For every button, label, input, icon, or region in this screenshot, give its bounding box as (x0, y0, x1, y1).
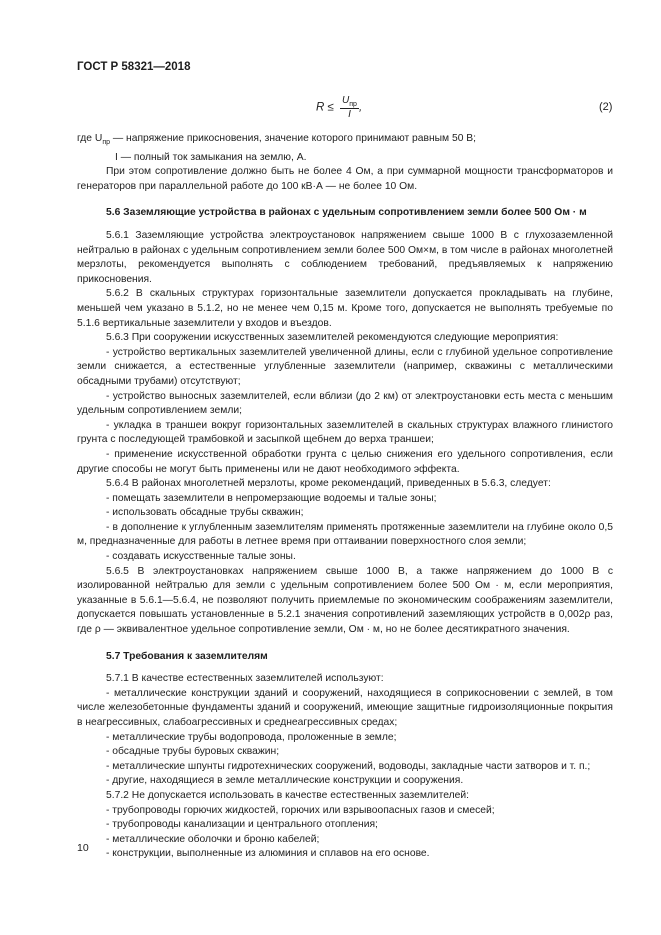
clause-5-6-2: 5.6.2 В скальных структурах горизонтальные заземлители допускается прокладывать на глубине, меньшей чем указано в 5.1.2, но не менее чем 0,15 м. Кроме того, допускается не выполнять требуемые по 5.1.6 вертикальные заземлители у входов и въездов. (77, 288, 613, 329)
where-line-1a: где U (77, 133, 103, 144)
clause-5-7-1: 5.7.1 В качестве естественных заземлителей используют: (106, 673, 384, 685)
clause-5-7-2: 5.7.2 Не допускается использовать в качестве естественных заземлителей: (106, 789, 470, 801)
formula-numerator (340, 95, 359, 109)
list-item: - трубопроводы горючих жидкостей, горючих или взрывоопасных газов и смесей; (106, 804, 495, 816)
formula-2 (316, 95, 362, 120)
clause-5-6-5: 5.6.5 В электроустановках напряжением свыше 1000 В, а также напряжением до 1000 В с изолированной нейтралью для земли с удельным сопротивлением более 500 Ом · м, если мероприятия, указанные в 5.6.1—5.6.4, не позволяют получить приемлемые по экономическим соображениям заземлители, допускается повышать установленные в 5.2.1 значения сопротивлений заземляющих устройств в 0,002ρ раз, где ρ — эквивалентное удельное сопротивление земли, Ом · м, но не более десятикратного значения. (77, 565, 613, 636)
equation-number: (2) (599, 101, 613, 113)
section-5-7-heading: 5.7 Требования к заземлителям (106, 650, 268, 662)
list-item: - помещать заземлители в непромерзающие водоемы и талые зоны; (106, 492, 437, 504)
where-line-1b: — напряжение прикосновения, значение которого принимают равным 50 В; (110, 133, 477, 144)
where-line-2: I — полный ток замыкания на землю, А. (115, 151, 307, 163)
formula-num-sub: пр (349, 101, 357, 108)
where-line-1-sub: пр (102, 139, 111, 147)
list-item: - металлические конструкции зданий и сооружений, находящиеся в соприкосновении с землей, в том числе железобетонные фундаменты зданий и сооружений, имеющие защитные гидроизоляционные покрытия в неагрессивных, слабоагрессивных и среднеагрессивных средах; (77, 687, 613, 729)
where-line-3: При этом сопротивление должно быть не более 4 Ом, а при суммарной мощности трансформаторов и генераторов при параллельной работе до 100 кВ·А — не более 10 Ом. (77, 166, 613, 192)
list-item: - другие, находящиеся в земле металлические конструкции и сооружения. (106, 775, 464, 787)
list-item: - металлические шпунты гидротехнических сооружений, водоводы, закладные части затворов и т. п.; (106, 760, 591, 772)
clause-5-6-3: 5.6.3 При сооружении искусственных заземлителей рекомендуются следующие мероприятия: (106, 332, 559, 344)
list-item: - устройство вертикальных заземлителей увеличенной длины, если с глубиной удельное сопротивление земли снижается, а естественные углубленные заземлители (например, скважины с металлическими обсадными трубами) отсутствуют; (77, 346, 613, 387)
list-item: - конструкции, выполненные из алюминия и сплавов на его основе. (106, 848, 430, 860)
list-item: - устройство выносных заземлителей, если вблизи (до 2 км) от электроустановки есть места с меньшим удельным сопротивлением земли; (77, 390, 613, 417)
formula-num-symbol: U (342, 95, 350, 106)
document-body (77, 132, 613, 862)
section-5-6-heading: 5.6 Заземляющие устройства в районах с удельным сопротивлением земли более 500 Ом · м (106, 207, 587, 219)
formula-lhs: R ≤ (316, 101, 334, 114)
document-header: ГОСТ Р 58321—2018 (77, 61, 191, 73)
formula-tail: , (358, 101, 363, 114)
clause-5-6-4: 5.6.4 В районах многолетней мерзлоты, кроме рекомендаций, приведенных в 5.6.3, следует: (106, 478, 551, 490)
list-item: - применение искусственной обработки грунта с целью снижения его удельного сопротивления, если другие способы не могут быть применены или не дают необходимого эффекта. (77, 448, 613, 475)
list-item: - металлические оболочки и броню кабелей; (106, 833, 320, 845)
list-item: - металлические трубы водопровода, проложенные в земле; (106, 731, 397, 743)
page-number: 10 (77, 842, 89, 854)
list-item: - в дополнение к углубленным заземлителям применять протяженные заземлители на глубине около 0,5 м, предназначенные для работы в летнее время при оттаивании поверхностного слоя земли; (77, 521, 613, 548)
list-item: - обсадные трубы буровых скважин; (106, 746, 280, 758)
list-item: - создавать искусственные талые зоны. (106, 551, 296, 563)
clause-5-6-1: 5.6.1 Заземляющие устройства электроустановок напряжением свыше 1000 В с глухозаземленной нейтралью в районах с удельным сопротивлением земли более 500 Ом×м, в том числе в районах многолетней мерзлоты, рекомендуется выполнять с соблюдением требований, предъявляемых к напряжению прикосновения. (77, 230, 613, 285)
list-item: - укладка в траншеи вокруг горизонтальных заземлителей в скальных структурах влажного глинистого грунта с последующей трамбовкой и засыпкой щебнем до верха траншеи; (77, 419, 613, 446)
list-item: - трубопроводы канализации и центрального отопления; (106, 819, 378, 831)
formula-denominator: I (348, 109, 351, 120)
list-item: - использовать обсадные трубы скважин; (106, 507, 304, 519)
where-line-1 (77, 132, 613, 151)
formula-fraction (340, 95, 359, 120)
